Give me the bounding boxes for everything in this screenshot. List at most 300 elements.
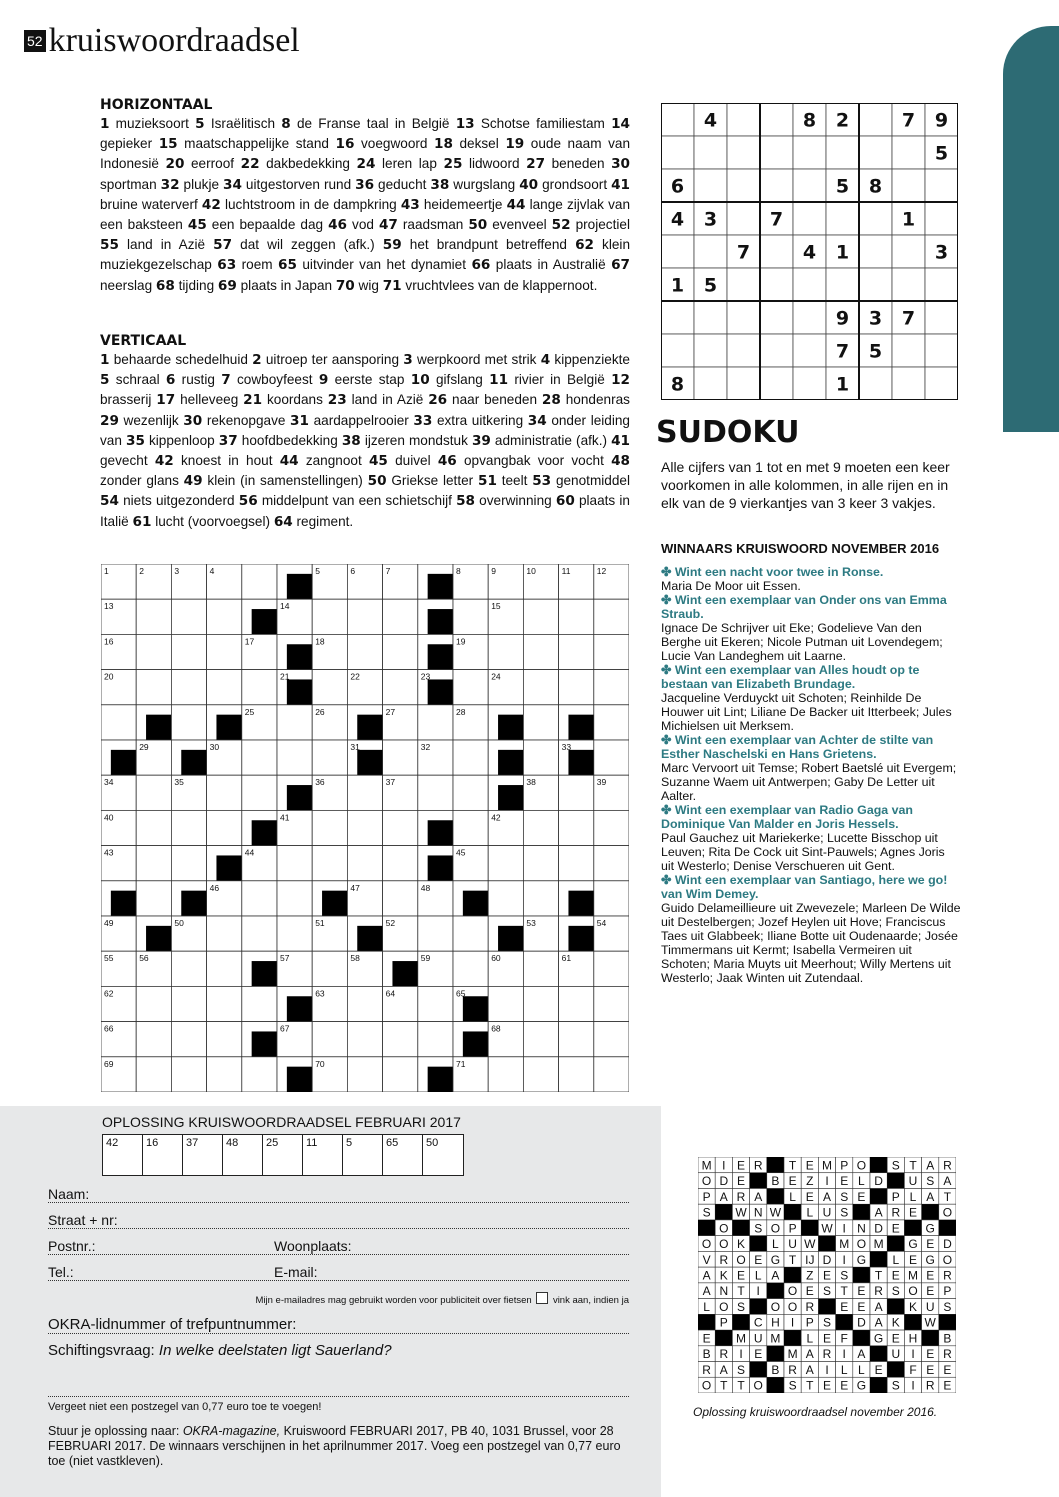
sudoku-cell[interactable] [925,301,958,334]
postnr-woonplaats-field[interactable]: Postnr.: Woonplaats: [48,1238,629,1255]
solution-letter: S [788,1378,797,1393]
crossword-cell[interactable] [488,1057,523,1092]
crossword-cell[interactable] [594,951,629,986]
solution-box[interactable]: 37 [183,1135,223,1175]
sudoku-cell[interactable] [760,136,793,169]
clue-text: sportman [100,176,161,192]
sudoku-cell[interactable] [727,169,760,202]
sudoku-cell[interactable] [892,136,925,169]
clue-text: brasserij [100,392,157,408]
crossword-cell[interactable] [207,775,242,810]
sudoku-cell[interactable] [694,334,727,367]
sudoku-cell[interactable] [826,136,859,169]
solution-black-cell [870,1188,887,1204]
sudoku-digit: 4 [670,208,685,231]
crossword-cell[interactable] [594,881,629,916]
crossword-cell[interactable] [523,986,558,1021]
crossword-number: 19 [456,636,466,647]
crossword-cell[interactable] [171,846,206,881]
crossword-cell[interactable] [242,670,277,705]
sudoku-digit: 3 [703,208,718,231]
crossword-cell[interactable] [171,599,206,634]
crossword-cell[interactable] [453,916,488,951]
solution-box[interactable]: 65 [383,1135,423,1175]
sudoku-grid[interactable] [661,103,958,400]
sudoku-cell[interactable] [793,136,826,169]
sudoku-cell[interactable] [727,103,760,136]
crossword-cell[interactable] [136,1022,171,1057]
clue-text: klein (in samenstellingen) [202,473,368,489]
sudoku-cell[interactable] [694,169,727,202]
solution-box[interactable]: 11 [303,1135,343,1175]
crossword-cell[interactable] [171,670,206,705]
crossword-cell[interactable] [594,986,629,1021]
crossword-cell[interactable] [594,1057,629,1092]
crossword-cell[interactable] [207,1022,242,1057]
solution-letter: O [770,1299,781,1314]
crossword-cell[interactable] [523,846,558,881]
crossword-cell[interactable] [453,951,488,986]
clue-number: 2 [252,352,262,368]
sudoku-digit: 8 [670,373,685,396]
crossword-cell[interactable] [383,881,418,916]
crossword-cell[interactable] [523,705,558,740]
crossword-cell[interactable] [312,670,347,705]
crossword-cell[interactable] [347,599,382,634]
crossword-cell[interactable] [418,775,453,810]
solution-boxes[interactable] [102,1134,464,1176]
solution-black-cell [767,1346,784,1362]
crossword-cell[interactable] [312,951,347,986]
crossword-cell[interactable] [523,740,558,775]
crossword-cell[interactable] [559,1057,594,1092]
crossword-cell[interactable] [136,881,171,916]
clue-number: 6 [165,372,176,389]
sudoku-cell[interactable] [793,334,826,367]
winner-names: Jacqueline Verduyckt uit Schoten; Reinhilde De Houwer uit Lint; Liliane De Backer uit Itterbeek; Jules Michielsen uit Merksem. [661,691,952,733]
crossword-cell[interactable] [383,846,418,881]
sudoku-cell[interactable] [859,367,892,400]
clue-number: 5 [195,116,205,132]
sudoku-cell[interactable] [727,301,760,334]
crossword-cell[interactable] [242,881,277,916]
clue-text: roem [236,257,279,273]
solution-letter: E [840,1299,849,1314]
sudoku-cell[interactable] [892,367,925,400]
clue-text: helleveeg [175,392,244,408]
solution-black-cell [767,1188,784,1204]
sudoku-cell[interactable] [760,103,793,136]
lidnummer-field[interactable]: OKRA-lidnummer of trefpuntnummer: [48,1316,629,1334]
sudoku-cell[interactable] [892,235,925,268]
crossword-cell[interactable] [383,599,418,634]
clue-text: vruchtvlees van de klappernoot. [401,277,598,293]
sudoku-digit: 3 [868,307,883,330]
solution-letter: O [719,1237,729,1252]
solution-letter: T [840,1284,848,1299]
crossword-cell[interactable] [488,634,523,669]
crossword-cell[interactable] [242,986,277,1021]
crossword-cell[interactable] [559,670,594,705]
crossword-cell[interactable] [347,986,382,1021]
solution-letter: L [789,1189,796,1204]
sudoku-cell[interactable] [760,235,793,268]
sudoku-cell[interactable] [859,235,892,268]
crossword-cell[interactable] [383,1057,418,1092]
solution-black-cell [784,1267,801,1283]
solution-black-cell [853,1330,870,1346]
crossword-cell[interactable] [418,1022,453,1057]
solution-letter: E [805,1284,814,1299]
sudoku-cell[interactable] [793,301,826,334]
crossword-black-square [428,855,453,880]
crossword-cell[interactable] [488,846,523,881]
clue-text: beneden [545,156,612,172]
crossword-cell[interactable] [207,1057,242,1092]
crossword-cell[interactable] [312,1022,347,1057]
crossword-number: 49 [104,918,114,928]
crossword-cell[interactable] [523,1057,558,1092]
clue-text: opvangbak voor vocht [456,453,612,469]
solution-letter: E [891,1331,900,1346]
crossword-cell[interactable] [418,705,453,740]
solution-letter: T [874,1268,883,1283]
solution-letter: C [753,1315,763,1330]
crossword-number: 4 [209,566,215,576]
crossword-cell[interactable] [136,846,171,881]
solution-box[interactable]: 25 [263,1135,303,1175]
crossword-cell[interactable] [207,951,242,986]
crossword-cell[interactable] [523,670,558,705]
solution-black-cell [767,1377,784,1393]
side-tab [1003,26,1059,432]
crossword-cell[interactable] [347,810,382,845]
crossword-cell[interactable] [594,846,629,881]
crossword-cell[interactable] [523,634,558,669]
crossword-cell[interactable] [136,670,171,705]
solution-letter: M [770,1331,781,1346]
crossword-cell[interactable] [136,986,171,1021]
sudoku-cell[interactable] [727,202,760,235]
crossword-number: 66 [104,1023,114,1034]
sudoku-digit: 4 [802,241,817,264]
crossword-cell[interactable] [383,670,418,705]
sudoku-cell[interactable] [760,301,793,334]
solution-black-cell [801,1220,818,1236]
crossword-cell[interactable] [312,810,347,845]
sudoku-cell[interactable] [661,334,694,367]
crossword-number: 29 [139,742,149,752]
clue-number: 66 [471,257,491,274]
solution-black-cell [922,1204,939,1220]
crossword-cell[interactable] [136,1057,171,1092]
crossword-cell[interactable] [207,986,242,1021]
clue-text: behaarde schedelhuid [109,352,253,367]
sudoku-cell[interactable] [694,367,727,400]
clue-number: 12 [611,372,630,389]
crossword-black-square [463,996,488,1021]
clue-text: een bepaalde dag [206,217,329,233]
crossword-cell[interactable] [242,564,277,599]
sudoku-cell[interactable] [727,268,760,301]
crossword-cell[interactable] [171,951,206,986]
crossword-cell[interactable] [453,740,488,775]
clue-number: 38 [341,432,361,449]
solution-box[interactable]: 48 [223,1135,263,1175]
crossword-cell[interactable] [594,705,629,740]
solution-letter: N [753,1205,763,1220]
clue-number: 37 [218,432,238,449]
clue-text: plaats in Australië [490,257,612,273]
sudoku-cell[interactable] [793,367,826,400]
crossword-cell[interactable] [559,810,594,845]
crossword-cell[interactable] [418,986,453,1021]
clue-number: 63 [217,257,237,274]
sudoku-cell[interactable] [892,169,925,202]
clue-number: 11 [489,372,509,389]
crossword-number: 48 [420,882,431,893]
crossword-cell[interactable] [171,1057,206,1092]
crossword-cell[interactable] [136,634,171,669]
solution-letter: S [943,1299,952,1314]
crossword-cell[interactable] [207,916,242,951]
clue-text: deksel [452,136,506,152]
sudoku-cell[interactable] [793,202,826,235]
crossword-number: 51 [315,918,325,928]
solution-letter: A [874,1315,883,1330]
crossword-grid[interactable] [101,564,629,1092]
crossword-cell[interactable] [594,810,629,845]
crossword-cell[interactable] [594,740,629,775]
crossword-cell[interactable] [453,670,488,705]
solution-black-cell [784,1330,801,1346]
sudoku-cell[interactable] [661,301,694,334]
crossword-cell[interactable] [453,810,488,845]
sudoku-cell[interactable] [793,169,826,202]
clue-number: 30 [611,156,631,173]
crossword-cell[interactable] [312,846,347,881]
solution-letter: G [908,1237,918,1252]
sudoku-cell[interactable] [859,202,892,235]
crossword-cell[interactable] [171,1022,206,1057]
crossword-cell[interactable] [347,1057,382,1092]
crossword-cell[interactable] [523,881,558,916]
crossword-cell[interactable] [594,634,629,669]
sudoku-cell[interactable] [760,334,793,367]
crossword-cell[interactable] [207,634,242,669]
crossword-cell[interactable] [207,670,242,705]
solution-letter: I [842,1252,846,1267]
crossword-cell[interactable] [559,986,594,1021]
crossword-cell[interactable] [171,986,206,1021]
crossword-cell[interactable] [523,599,558,634]
solution-box[interactable]: 5 [343,1135,383,1175]
solution-letter: A [771,1268,780,1283]
solution-black-cell [887,1299,904,1315]
crossword-cell[interactable] [171,634,206,669]
crossword-cell[interactable] [559,599,594,634]
solution-letter: P [702,1189,711,1204]
crossword-cell[interactable] [312,599,347,634]
clue-number: 70 [335,277,355,294]
sudoku-cell[interactable] [661,136,694,169]
clue-text: wurgslang [449,176,520,192]
crossword-number: 34 [104,777,114,788]
sudoku-cell[interactable] [694,301,727,334]
crossword-cell[interactable] [383,1022,418,1057]
clue-number: 47 [378,217,398,234]
solution-box[interactable]: 50 [423,1135,463,1175]
crossword-number: 55 [104,953,114,964]
crossword-cell[interactable] [559,775,594,810]
crossword-cell[interactable] [347,775,382,810]
crossword-cell[interactable] [347,1022,382,1057]
crossword-cell[interactable] [559,1022,594,1057]
crossword-cell[interactable] [207,810,242,845]
clue-number: 35 [125,432,145,449]
sudoku-cell[interactable] [694,235,727,268]
crossword-cell[interactable] [207,599,242,634]
crossword-black-square [428,574,453,599]
crossword-cell[interactable] [136,810,171,845]
sudoku-cell[interactable] [760,367,793,400]
solution-letter: M [736,1331,746,1346]
crossword-cell[interactable] [242,740,277,775]
schifting-answer-field[interactable] [48,1384,629,1397]
solution-box[interactable]: 42 [103,1135,143,1175]
solution-black-cell [767,1283,784,1299]
crossword-cell[interactable] [277,705,312,740]
crossword-number: 63 [315,988,325,999]
sudoku-cell[interactable] [925,367,958,400]
clue-text: plaats in Italië [100,493,630,529]
sudoku-cell[interactable] [826,268,859,301]
crossword-cell[interactable] [594,1022,629,1057]
crossword-cell[interactable] [383,810,418,845]
solution-black-cell [853,1204,870,1220]
crossword-cell[interactable] [453,775,488,810]
crossword-cell[interactable] [453,599,488,634]
sudoku-cell[interactable] [925,169,958,202]
clue-text: tijding [174,277,218,293]
crossword-cell[interactable] [242,916,277,951]
sudoku-cell[interactable] [925,268,958,301]
crossword-cell[interactable] [523,810,558,845]
crossword-number: 43 [104,847,114,858]
sudoku-cell[interactable] [859,136,892,169]
crossword-cell[interactable] [418,916,453,951]
crossword-cell[interactable] [277,740,312,775]
crossword-cell[interactable] [383,634,418,669]
crossword-number: 38 [526,777,536,788]
crossword-cell[interactable] [488,881,523,916]
crossword-cell[interactable] [347,846,382,881]
crossword-black-square [181,891,206,916]
crossword-cell[interactable] [594,670,629,705]
clue-number: 44 [506,196,526,213]
solution-letter: A [719,1189,728,1204]
sudoku-cell[interactable] [661,103,694,136]
clue-number: 69 [217,277,237,294]
clue-number: 46 [328,217,348,234]
crossword-black-square [428,644,453,669]
sudoku-cell[interactable] [925,202,958,235]
solution-letter: O [856,1158,867,1173]
sudoku-cell[interactable] [694,136,727,169]
crossword-number: 47 [350,882,360,893]
crossword-cell[interactable] [101,705,136,740]
sudoku-cell[interactable] [760,268,793,301]
crossword-black-square [498,750,523,775]
sudoku-cell[interactable] [661,235,694,268]
solution-letter: A [719,1362,728,1377]
crossword-cell[interactable] [594,599,629,634]
sudoku-cell[interactable] [892,268,925,301]
solution-letter: E [805,1158,814,1173]
crossword-black-square [287,785,312,810]
winner-prize: ✤ Wint een exemplaar van Achter de stilte van Esther Naschelski en Hans Grietens. [661,733,934,761]
solution-letter: A [805,1347,814,1362]
clue-text: rivier in België [508,372,612,388]
crossword-cell[interactable] [347,634,382,669]
crossword-cell[interactable] [523,951,558,986]
clue-number: 68 [155,277,175,294]
crossword-cell[interactable] [559,634,594,669]
sudoku-cell[interactable] [892,334,925,367]
straat-field[interactable]: Straat + nr: [48,1212,629,1229]
crossword-cell[interactable] [136,775,171,810]
crossword-cell[interactable] [242,775,277,810]
crossword-cell[interactable] [242,1057,277,1092]
solution-letter: L [858,1362,865,1377]
solution-box[interactable]: 16 [143,1135,183,1175]
clue-text: lange zijvlak van een baksteen [100,196,631,233]
crossword-cell[interactable] [383,740,418,775]
clue-number: 1 [100,116,110,132]
crossword-cell[interactable] [312,740,347,775]
sudoku-cell[interactable] [925,334,958,367]
crossword-cell[interactable] [277,916,312,951]
sudoku-cell[interactable] [727,334,760,367]
crossword-cell[interactable] [559,846,594,881]
sudoku-cell[interactable] [793,268,826,301]
crossword-cell[interactable] [277,881,312,916]
winners-title: WINNAARS KRUISWOORD NOVEMBER 2016 [661,541,940,556]
crossword-cell[interactable] [523,1022,558,1057]
clue-text: extra uitkering [432,412,528,428]
crossword-cell[interactable] [488,986,523,1021]
crossword-cell[interactable] [171,705,206,740]
crossword-cell[interactable] [136,599,171,634]
solution-black-cell [836,1314,853,1330]
consent-checkbox[interactable] [536,1292,548,1304]
sudoku-cell[interactable] [727,367,760,400]
sudoku-cell[interactable] [760,169,793,202]
sudoku-cell[interactable] [826,202,859,235]
solution-letter: E [857,1299,866,1314]
sudoku-cell[interactable] [727,136,760,169]
clue-text: Israëlitisch [204,116,282,131]
naam-field[interactable]: Naam: [48,1186,629,1203]
tel-email-field[interactable]: Tel.: E-mail: [48,1264,629,1281]
sudoku-cell[interactable] [859,103,892,136]
clue-text: koordans [262,392,328,408]
sudoku-cell[interactable] [859,268,892,301]
clue-text: het brandpunt betreffend [401,237,576,253]
clue-text: vod [347,217,379,233]
crossword-cell[interactable] [277,846,312,881]
crossword-cell[interactable] [171,810,206,845]
